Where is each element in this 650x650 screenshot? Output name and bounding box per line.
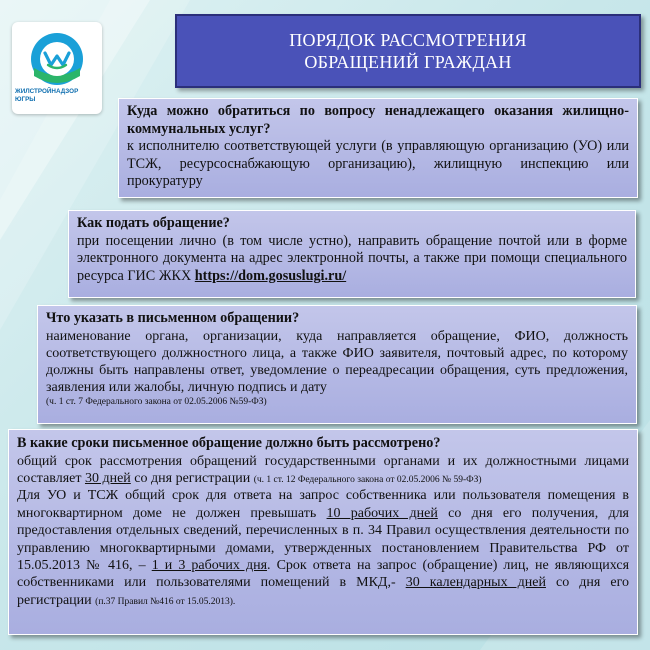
answer-what: наименование органа, организации, куда направляется обращение, ФИО, должность соответствующего должностного лица, а также ФИО заявителя, почтовый адрес, по которому должны быть направлены ответ, уведомление о переадресации обращения, суть предложения, заявления или жалобы, личную подпись и дату bbox=[46, 328, 628, 396]
answer-when-uo-text-2: со дня его получения, для предоставления отдельных сведений, перечисленных в п. 34 Правил осуществления деятельности по управлению многоквартирными домами, утвержденных постановлением Правительства РФ от 15.05.2013 № 416, – bbox=[17, 505, 629, 574]
org-name bbox=[15, 88, 99, 103]
info-card-what bbox=[37, 305, 637, 424]
info-card-where bbox=[118, 98, 638, 198]
term-10-working-days: 10 рабочих дней bbox=[326, 505, 438, 521]
page-title-line2: ОБРАЩЕНИЙ ГРАЖДАН bbox=[304, 52, 512, 72]
answer-when-general-text: общий срок рассмотрения обращений государственными органами и их должностными лицами составляет bbox=[17, 453, 629, 486]
org-emblem-icon bbox=[30, 32, 84, 86]
gis-zhkh-link[interactable]: https://dom.gosuslugi.ru/ bbox=[194, 267, 347, 284]
answer-when-general-text-2: со дня регистрации bbox=[130, 471, 254, 486]
answer-when-uo-text-3: . Срок ответа на запрос (обращение) лиц, не являющихся собственниками или пользователями помещений в МКД,- bbox=[17, 558, 630, 591]
answer-when-general bbox=[17, 453, 629, 488]
term-30-calendar-days: 30 календарных дней bbox=[405, 575, 546, 591]
org-name-line1: ЖИЛСТРОЙНАДЗОР bbox=[15, 88, 79, 95]
reference-when-general: (ч. 1 ст. 12 Федерального закона от 02.05.2006 № 59-ФЗ) bbox=[253, 475, 482, 485]
reference-when-uo: (п.37 Правил №416 от 15.05.2013). bbox=[95, 596, 236, 607]
info-card-how bbox=[68, 210, 636, 298]
org-name-line2: ЮГРЫ bbox=[15, 95, 36, 103]
answer-how bbox=[77, 233, 627, 286]
answer-when-uo-text-1: Для УО и ТСЖ общий срок для ответа на запрос собственника или пользователя помещения в многоквартирном доме не должен превышать bbox=[17, 488, 629, 521]
info-card-when bbox=[8, 429, 638, 635]
question-where: Куда можно обратиться по вопросу ненадлежащего оказания жилищно-коммунальных услуг? bbox=[127, 103, 629, 137]
org-logo bbox=[12, 22, 102, 114]
question-how: Как подать обращение? bbox=[77, 215, 230, 231]
question-when: В какие сроки письменное обращение должно быть рассмотрено? bbox=[17, 435, 441, 451]
term-30-days: 30 дней bbox=[84, 471, 131, 486]
question-what: Что указать в письменном обращении? bbox=[46, 310, 300, 326]
page-title-line1: ПОРЯДОК РАССМОТРЕНИЯ bbox=[289, 30, 527, 50]
answer-when-uo-text-4: со дня его регистрации bbox=[17, 575, 629, 608]
answer-how-text: при посещении лично (в том числе устно), направить обращение почтой или в форме электронного документа на адрес электронной почты, а также при помощи специального ресурса ГИС ЖКХ bbox=[77, 232, 627, 284]
term-1-3-working-days: 1 и 3 рабочих дня bbox=[151, 558, 268, 574]
answer-when-uo-tszh bbox=[17, 487, 629, 609]
answer-where: к исполнителю соответствующей услуги (в управляющую организацию (УО) или ТСЖ, ресурсоснабжающую организацию), жилищную инспекцию или прокуратуру bbox=[127, 138, 629, 190]
reference-what: (ч. 1 ст. 7 Федерального закона от 02.05.2006 №59-ФЗ) bbox=[46, 397, 267, 408]
page-title bbox=[175, 14, 641, 88]
